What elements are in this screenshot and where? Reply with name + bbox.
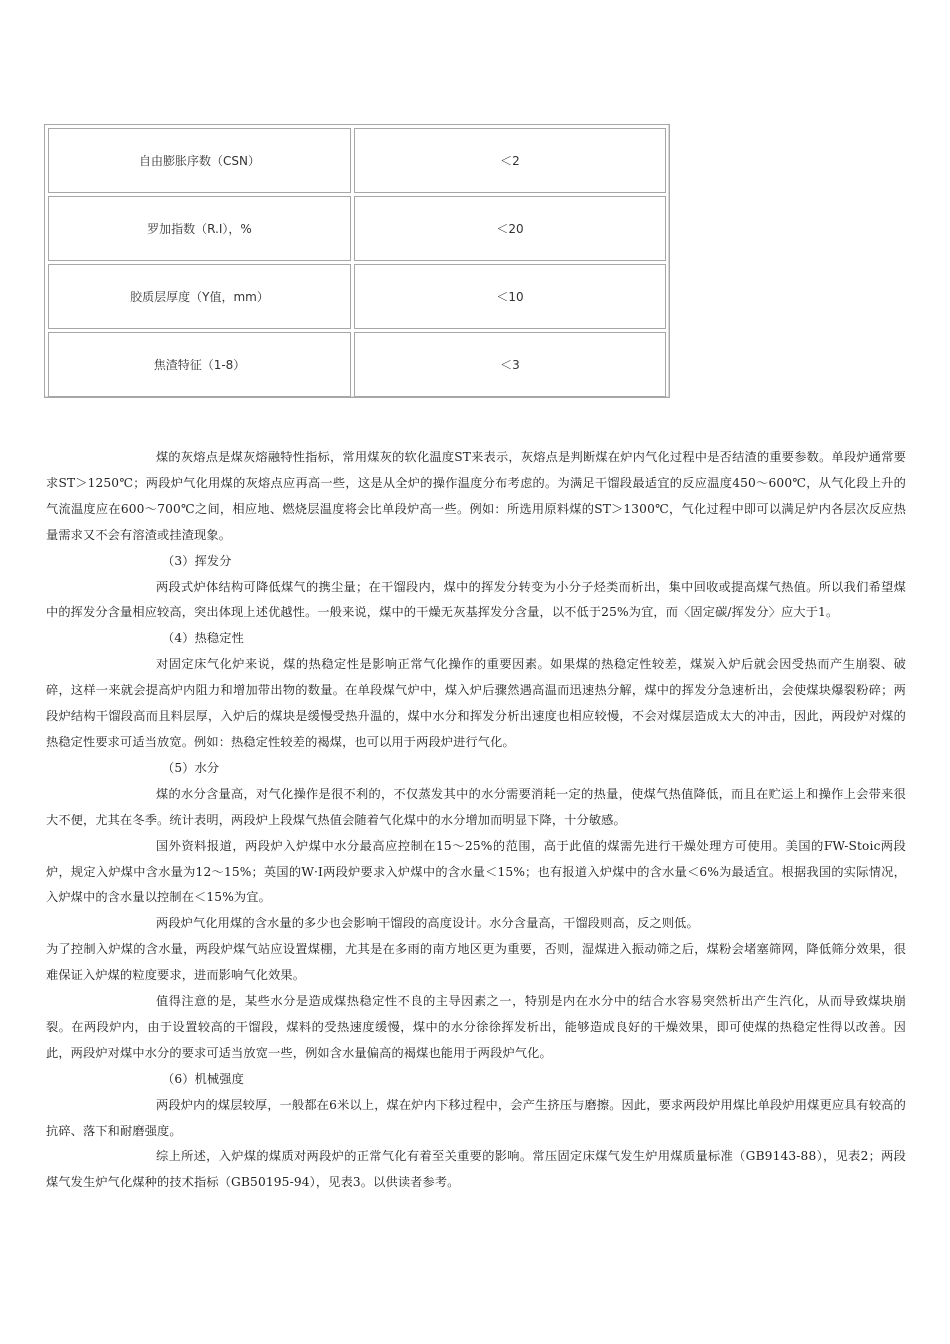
table-cell-parameter: 胶质层厚度（Y值，mm）	[48, 264, 351, 329]
paragraph-moisture-1: 煤的水分含量高，对气化操作是很不利的，不仅蒸发其中的水分需要消耗一定的热量，使煤气热值降低，而且在贮运上和操作上会带来很大不便，尤其在冬季。统计表明，两段炉上段煤气热值会随着气化煤中的水分增加而明显下降，十分敏感。	[46, 786, 906, 827]
paragraph-moisture-4: 为了控制入炉煤的含水量，两段炉煤气站应设置煤棚，尤其是在多雨的南方地区更为重要，否则，湿煤进入振动筛之后，煤粉会堵塞筛网，降低筛分效果，很难保证入炉煤的粒度要求，进而影响气化效果。	[46, 942, 906, 983]
table-cell-value: ＜20	[354, 196, 666, 261]
coal-spec-table	[44, 124, 670, 398]
table-row	[48, 128, 666, 193]
table-cell-value: ＜2	[354, 128, 666, 193]
table-cell-parameter: 焦渣特征（1-8）	[48, 332, 351, 397]
table-cell-parameter: 自由膨胀序数（CSN）	[48, 128, 351, 193]
table-row	[48, 264, 666, 329]
paragraph-summary: 综上所述，入炉煤的煤质对两段炉的正常气化有着至关重要的影响。常压固定床煤气发生炉用煤质量标准（GB9143-88），见表2；两段煤气发生炉气化煤种的技术指标（GB50195-94），见表3。以供读者参考。	[46, 1149, 906, 1190]
paragraph-ash-fusion: 煤的灰熔点是煤灰熔融特性指标，常用煤灰的软化温度ST来表示，灰熔点是判断煤在炉内气化过程中是否结渣的重要参数。单段炉通常要求ST＞1250℃；两段炉气化用煤的灰熔点应再高一些，这是从全炉的操作温度分布考虑的。为满足干馏段最适宜的反应温度450～600℃，从气化段上升的气流温度应在600～700℃之间，相应地、燃烧层温度将会比单段炉高一些。例如：所选用原料煤的ST＞1300℃，气化过程中即可以满足炉内各层次反应热量需求又不会有溶渣或挂渣现象。	[46, 450, 906, 542]
table-cell-value: ＜3	[354, 332, 666, 397]
table-row	[48, 196, 666, 261]
section-heading-mechanical-strength: （6）机械强度	[162, 1071, 244, 1086]
paragraph-volatile-matter: 两段式炉体结构可降低煤气的携尘量；在干馏段内，煤中的挥发分转变为小分子烃类而析出，集中回收或提高煤气热值。所以我们希望煤中的挥发分含量相应较高，突出体现上述优越性。一般来说，煤中的干燥无灰基挥发分含量，以不低于25%为宜，而〈固定碳/挥发分〉应大于1。	[46, 579, 906, 620]
section-heading-thermal-stability: （4）热稳定性	[162, 631, 244, 646]
paragraph-thermal-stability: 对固定床气化炉来说，煤的热稳定性是影响正常气化操作的重要因素。如果煤的热稳定性较差，煤炭入炉后就会因受热而产生崩裂、破碎，这样一来就会提高炉内阻力和增加带出物的数量。在单段煤气炉中，煤入炉后骤然遇高温而迅速热分解，煤中的挥发分急速析出，会使煤块爆裂粉碎；两段炉结构干馏段高而且料层厚，入炉后的煤块是缓慢受热升温的，煤中水分和挥发分析出速度也相应较慢，不会对煤层造成太大的冲击，因此，两段炉对煤的热稳定性要求可适当放宽。例如：热稳定性较差的褐煤，也可以用于两段炉进行气化。	[46, 657, 906, 749]
paragraph-moisture-3: 两段炉气化用煤的含水量的多少也会影响干馏段的高度设计。水分含量高，干馏段则高，反之则低。	[156, 916, 699, 931]
table-cell-value: ＜10	[354, 264, 666, 329]
article-body	[46, 445, 906, 1196]
paragraph-moisture-2: 国外资料报道，两段炉入炉煤中水分最高应控制在15～25%的范围，高于此值的煤需先进行干燥处理方可使用。美国的FW-Stoic两段炉，规定入炉煤中含水量为12～15%；英国的W·I两段炉要求入炉煤中的含水量＜15%；也有报道入炉煤中的含水量＜6%为最适宜。根据我国的实际情况，入炉煤中的含水量以控制在＜15%为宜。	[46, 838, 906, 905]
table-row	[48, 332, 666, 397]
paragraph-moisture-5: 值得注意的是，某些水分是造成煤热稳定性不良的主导因素之一，特别是内在水分中的结合水容易突然析出产生汽化，从而导致煤块崩裂。在两段炉内，由于设置较高的干馏段，煤料的受热速度缓慢，煤中的水分徐徐挥发析出，能够造成良好的干燥效果，即可使煤的热稳定性得以改善。因此，两段炉对煤中水分的要求可适当放宽一些，例如含水量偏高的褐煤也能用于两段炉气化。	[46, 994, 906, 1060]
section-heading-moisture: （5）水分	[162, 760, 220, 775]
paragraph-mechanical-strength: 两段炉内的煤层较厚，一般都在6米以上，煤在炉内下移过程中，会产生挤压与磨擦。因此，要求两段炉用煤比单段炉用煤更应具有较高的抗碎、落下和耐磨强度。	[46, 1097, 906, 1138]
section-heading-volatile-matter: （3）挥发分	[162, 553, 232, 568]
table-cell-parameter: 罗加指数（R.I），%	[48, 196, 351, 261]
